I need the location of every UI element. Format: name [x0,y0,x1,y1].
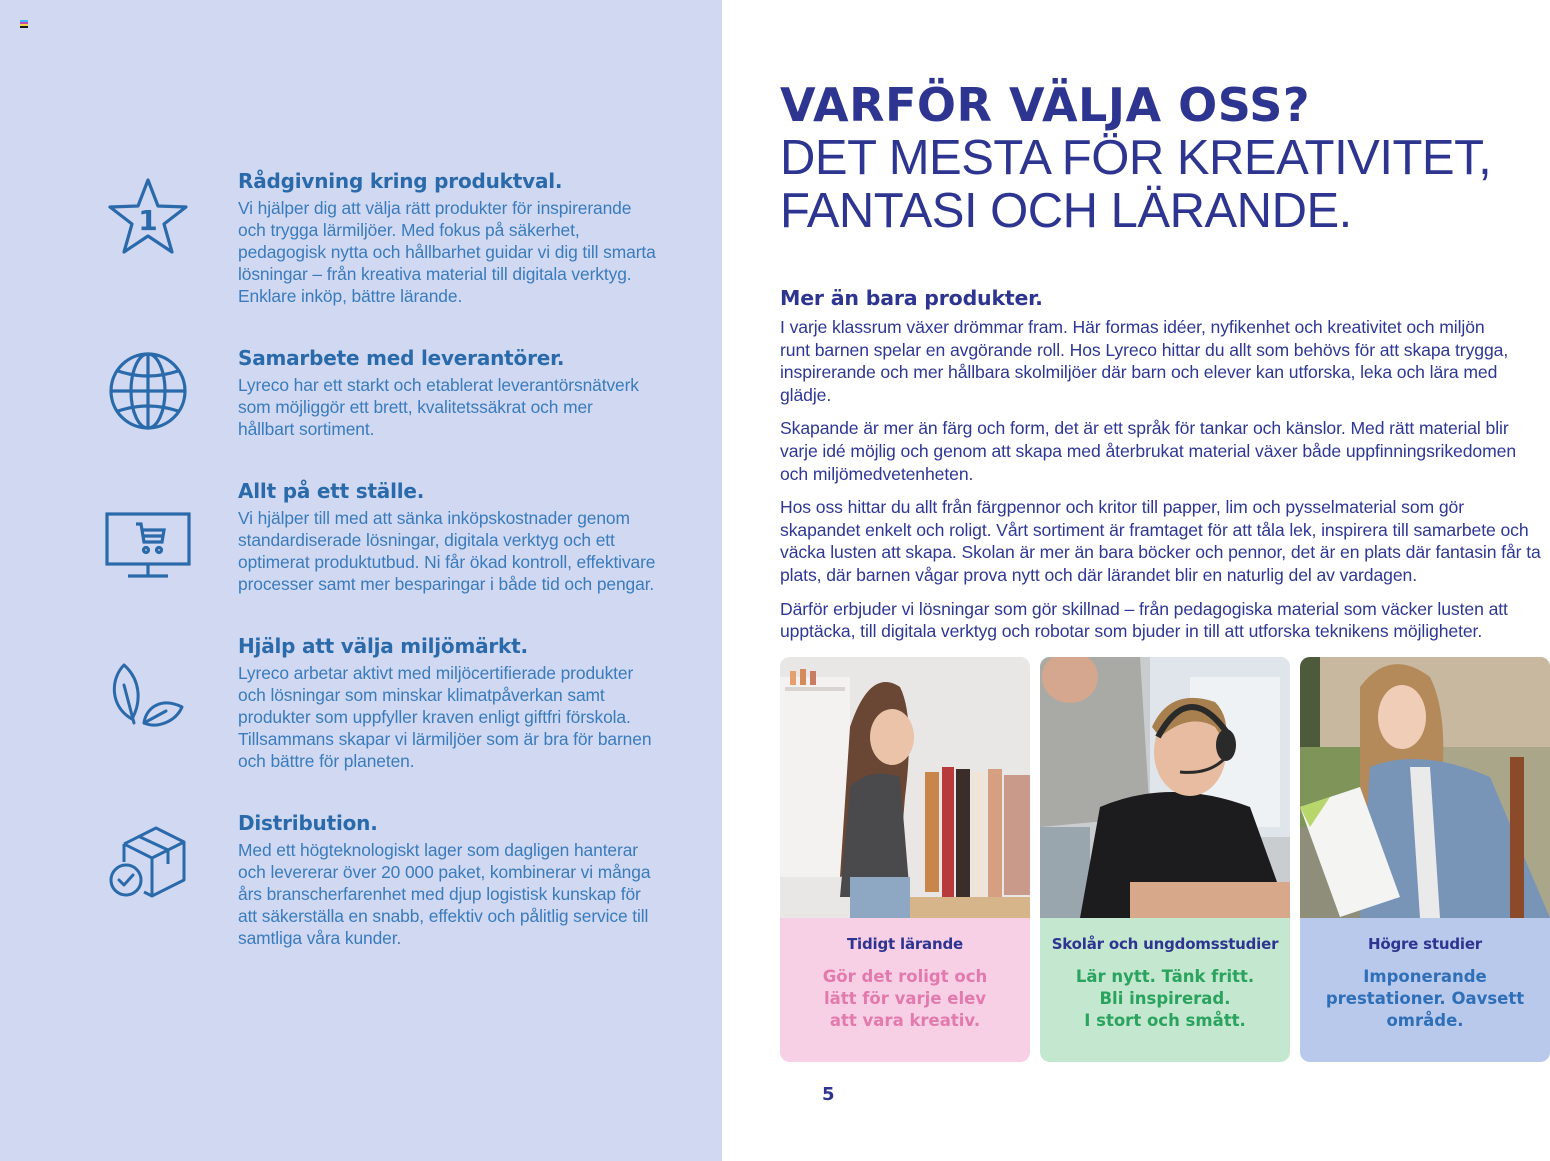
intro-paragraph: Hos oss hittar du allt från färgpennor och kritor till papper, lim och pysselmaterial som gör skapandet enkelt och roligt. Vårt sortiment är framtaget för att tåla lek, inspirera till samarbete och väcka lusten att skapa. Skolan är mer än bara böcker och pennor, det är en plats där fantasin får ta plats, där barnen vågar prova nytt och där lärandet blir en naturlig del av vardagen. [780,497,1541,585]
intro-paragraph: Skapande är mer än färg och form, det är ett språk för tankar och känslor. Med rätt material blir varje idé möjlig och genom att skapa med återbrukat material växer både uppfinningsrikedomen och miljömedvetenheten. [780,418,1517,484]
globe-icon [104,347,192,435]
feature-title: Samarbete med leverantörer. [238,346,565,370]
leaves-icon [104,651,192,739]
card-level-title: Skolår och ungdomsstudier [1051,935,1279,953]
card-caption [780,918,1030,1062]
headline-subtitle-line-1: DET MESTA FÖR KREATIVITET, [780,131,1492,185]
feature-title: Distribution. [238,811,378,835]
feature-description: Lyreco arbetar aktivt med miljöcertifierade produkter och lösningar som minskar klimatpåverkan samt produkter som uppfyller kraven enligt giftfri förskola. Tillsammans skapar vi lärmiljöer som är bra för barnen och bättre för planeten. [238,663,652,771]
intro-paragraph: I varje klassrum växer drömmar fram. Här formas idéer, nyfikenhet och kreativitet och miljön runt barnen spelar en avgörande roll. Hos Lyreco hittar du allt som behövs för att skapa trygga, inspirerande och mer hållbara skolmiljöer där barn och elever kan utforska, leka och lära med glädje. [780,317,1509,405]
card-tagline: Gör det roligt och lätt för varje elev att vara kreativ. [822,967,988,1030]
print-registration-mark-icon [20,20,28,28]
card-tagline: Lär nytt. Tänk fritt. Bli inspirerad. I stort och smått. [1075,967,1255,1030]
box-check-icon [104,816,192,904]
intro-paragraph: Därför erbjuder vi lösningar som gör skillnad – från pedagogiska material som väcker lusten att upptäcka, till digitala verktyg och robotar som bjuder in till att utforska teknikens möjligheter. [780,598,1508,642]
card-tagline: Imponerande prestationer. Oavsett område. [1325,967,1525,1030]
right-panel [722,0,1550,1161]
headline-question: VARFÖR VÄLJA OSS? [780,78,1311,132]
card-caption [1040,918,1290,1062]
page-number: 5 [822,1084,835,1105]
feature-title: Hjälp att välja miljömärkt. [238,634,528,658]
intro-title: Mer än bara produkter. [780,286,1043,310]
boy-with-headset-photo [1040,657,1290,918]
card-level-title: Högre studier [1367,935,1483,953]
svg-text:1: 1 [138,204,158,237]
card-level-title: Tidigt lärande [847,935,963,953]
card-early-learning [780,657,1030,1062]
feature-description: Med ett högteknologiskt lager som dagligen hanterar och levererar över 20 000 paket, kombinerar vi många års branscherfarenhet med djup logistisk kunskap för att säkerställa en snabb, effektiv och pålitlig service till samtliga våra kunder. [238,840,651,948]
feature-description: Vi hjälper till med att sänka inköpskostnader genom standardiserade lösningar, digitala verktyg och ett optimerat produktutbud. Ni får ökad kontroll, effektivare processer samt mer besparingar i både tid och pengar. [238,508,656,594]
page-headline [780,78,1540,238]
card-caption [1300,918,1550,1062]
feature-description: Vi hjälper dig att välja rätt produkter för inspirerande och trygga lärmiljöer. Med fokus på säkerhet, pedagogisk nytta och hållbarhet guidar vi dig till smarta lösningar – från kreativa material till digitala verktyg. Enklare inköp, bättre lärande. [238,198,656,306]
feature-description: Lyreco har ett starkt och etablerat leverantörsnätverk som möjliggör ett brett, kvalitetssäkrat och mer hållbart sortiment. [238,375,639,439]
intro-section [780,284,1550,654]
monitor-cart-icon [104,498,192,586]
feature-title: Allt på ett ställe. [238,479,425,503]
girl-crafting-photo [780,657,1030,918]
card-higher-education [1300,657,1550,1062]
left-panel [0,0,722,1161]
star-number-one-icon [104,172,192,260]
education-level-cards [780,657,1550,1062]
card-school-years [1040,657,1290,1062]
headline-subtitle-line-2: FANTASI OCH LÄRANDE. [780,184,1352,238]
student-reading-photo [1300,657,1550,918]
feature-title: Rådgivning kring produktval. [238,169,563,193]
